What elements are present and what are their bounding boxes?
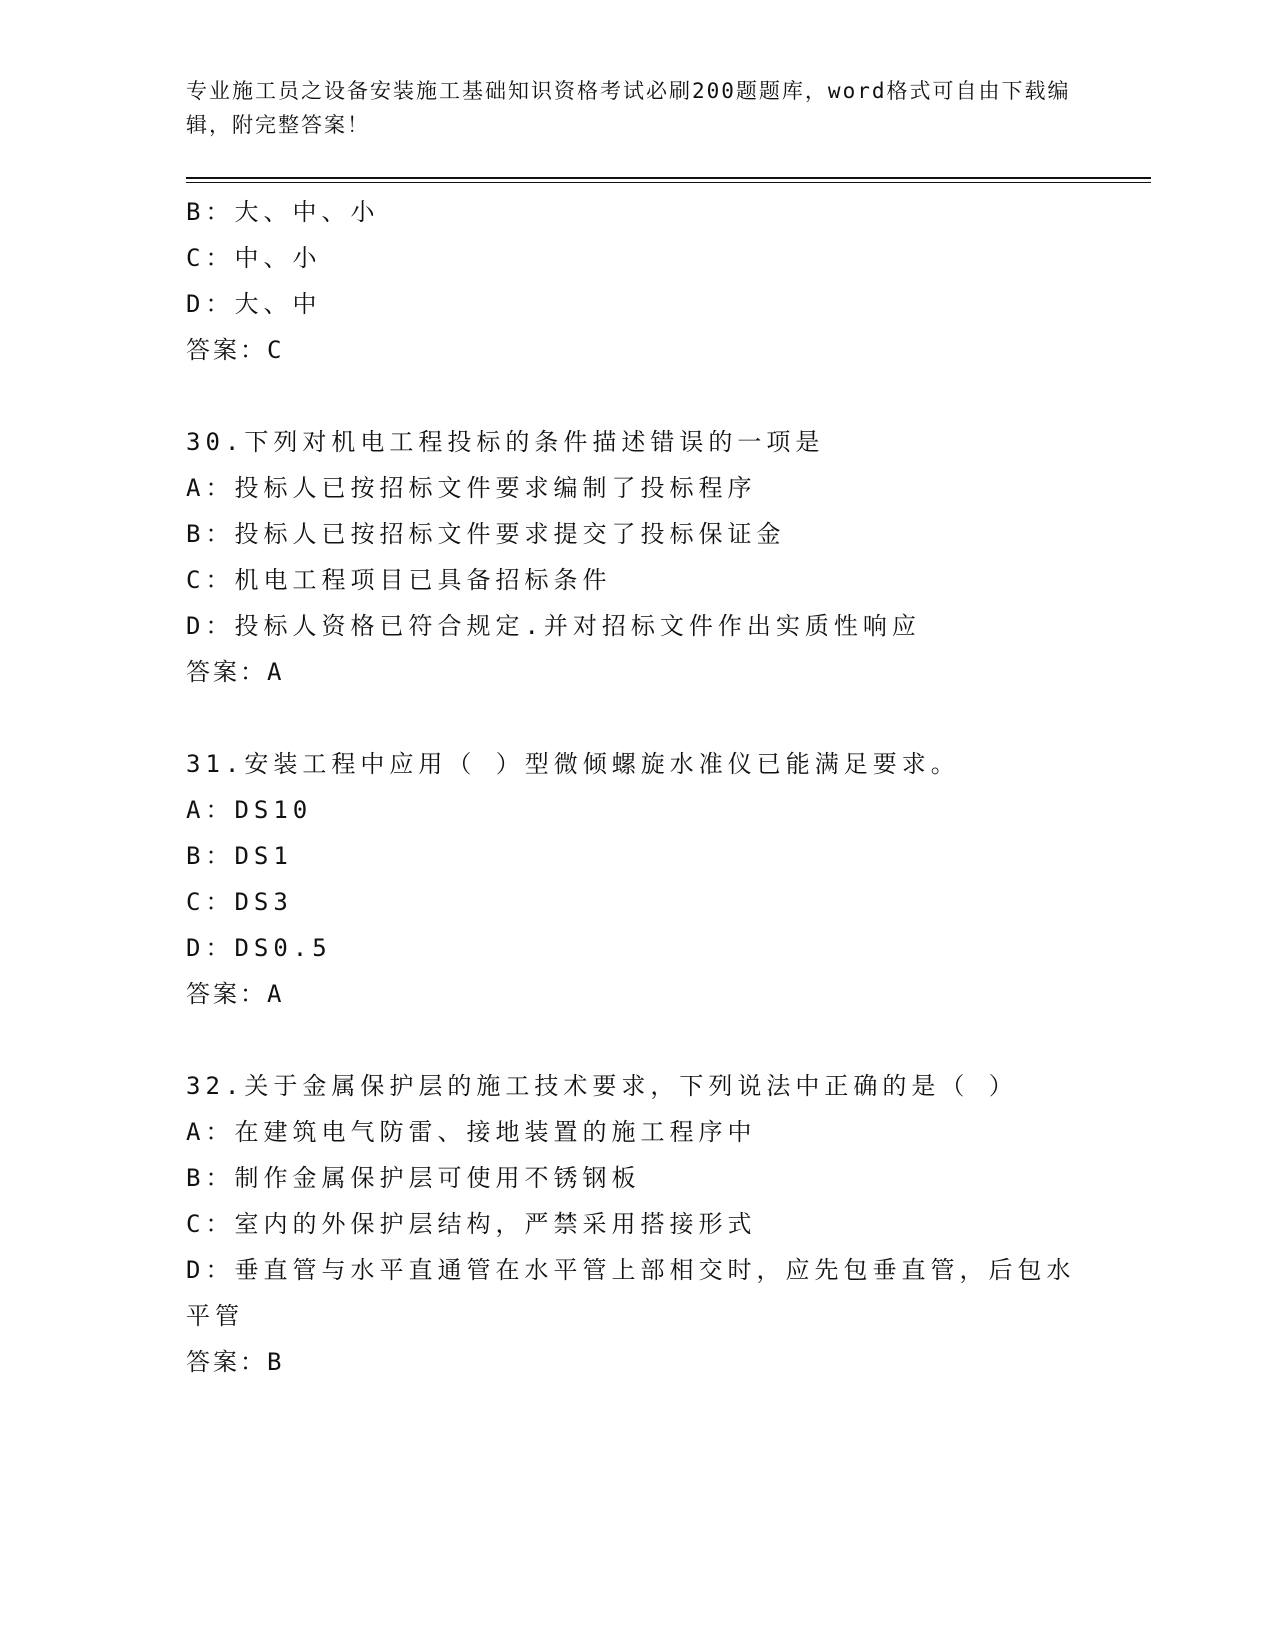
option-d: D：垂直管与水平直通管在水平管上部相交时，应先包垂直管，后包水平管 [186,1256,1076,1330]
question-30 [186,419,1086,695]
option-d: D：投标人资格已符合规定.并对招标文件作出实质性响应 [186,612,921,640]
option-b: B：制作金属保护层可使用不锈钢板 [186,1164,641,1192]
answer-line [186,1339,1086,1385]
option-a: A：在建筑电气防雷、接地装置的施工程序中 [186,1118,757,1146]
option-a: A：DS10 [186,796,313,824]
header-rule-thin [186,182,1151,183]
option-a: A：投标人已按招标文件要求编制了投标程序 [186,474,757,502]
answer-value: A [267,980,284,1008]
option-b: B：投标人已按招标文件要求提交了投标保证金 [186,520,786,548]
answer-line [186,649,1086,695]
answer-label: 答案： [186,658,267,686]
question-32 [186,1063,1086,1385]
question-stem: 30.下列对机电工程投标的条件描述错误的一项是 [186,428,825,456]
option-d: D：DS0.5 [186,934,332,962]
option-c: C：中、小 [186,244,322,272]
answer-label: 答案： [186,336,267,364]
answer-line [186,971,1086,1017]
answer-value: A [267,658,284,686]
answer-value: C [267,336,284,364]
option-b: B：大、中、小 [186,198,380,226]
option-c: C：DS3 [186,888,293,916]
document-header [186,74,1086,142]
header-rule-thick [186,177,1151,179]
question-stem: 31.安装工程中应用（ ）型微倾螺旋水准仪已能满足要求。 [186,750,960,778]
answer-label: 答案： [186,980,267,1008]
option-b: B：DS1 [186,842,293,870]
option-c: C：机电工程项目已具备招标条件 [186,566,612,594]
option-d: D：大、中 [186,290,322,318]
question-stem: 32.关于金属保护层的施工技术要求，下列说法中正确的是（ ） [186,1072,1018,1100]
question-31 [186,741,1086,1017]
question-list [186,189,1086,1385]
question-29-continued [186,189,1086,373]
option-c: C：室内的外保护层结构，严禁采用搭接形式 [186,1210,757,1238]
header-title: 专业施工员之设备安装施工基础知识资格考试必刷200题题库，word格式可自由下载编辑，附完整答案！ [186,79,1071,137]
answer-label: 答案： [186,1348,267,1376]
answer-line [186,327,1086,373]
answer-value: B [267,1348,284,1376]
